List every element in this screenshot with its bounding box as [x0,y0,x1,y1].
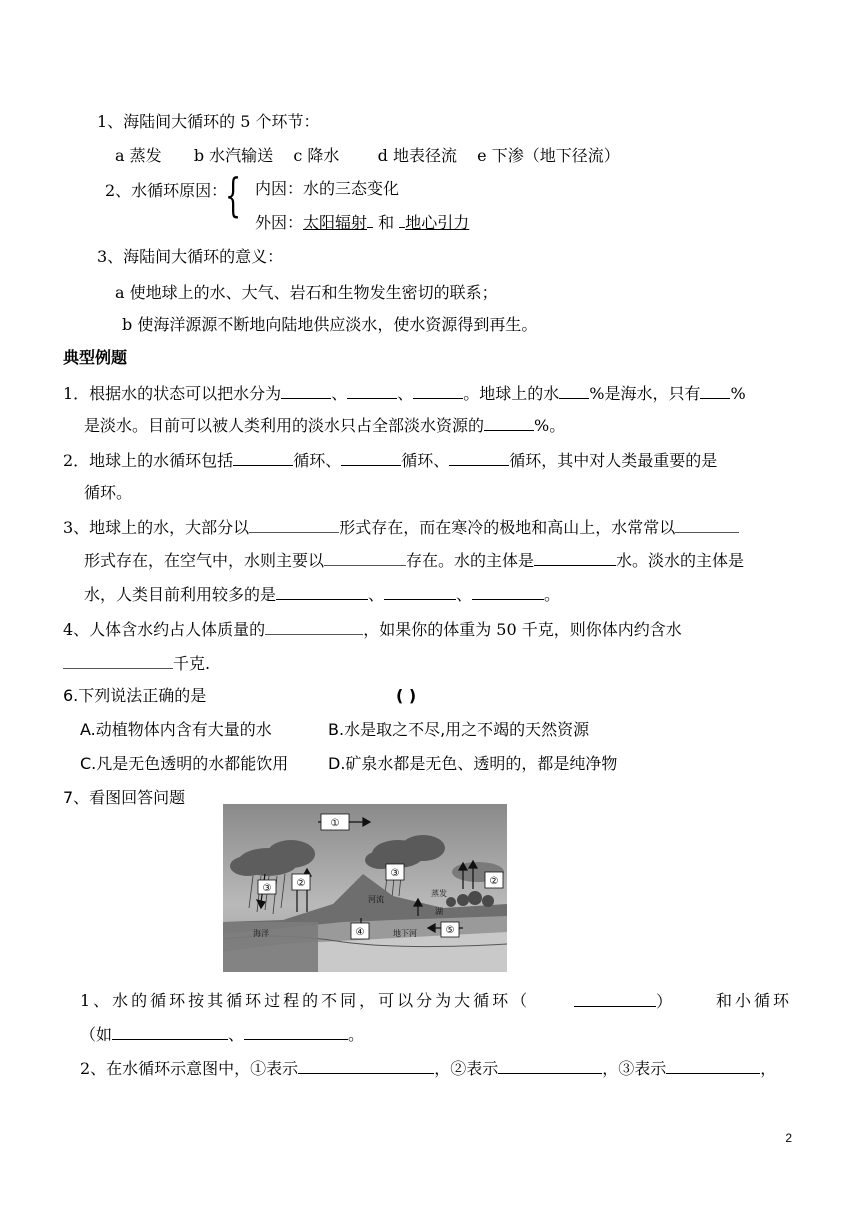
step-d: d 地表径流 [377,146,457,165]
blank[interactable] [244,1023,348,1040]
q1-line1: 1．根据水的状态可以把水分为 、 、 。地球上的水 %是海水，只有 % [63,384,746,403]
step-b: b 水汽输送 [193,146,274,165]
label-lake: 湖 [435,907,443,916]
q7-sub1-line1: 1、水的循环按其循环过程的不同，可以分为大循环（ ） 和小循环 [80,991,792,1011]
blank[interactable] [559,382,589,399]
cause-outer-a: 太阳辐射 [303,213,368,232]
cycle-cause-title: 2、水循环原因： [105,181,228,200]
q1-line2: 是淡水。目前可以被人类利用的淡水只占全部淡水资源的 %。 [84,416,566,435]
q4-line2: 千克. [63,652,210,675]
q2-line1: 2．地球上的水循环包括 循环、 循环、 循环，其中对人类最重要的是 [63,451,718,470]
page-number: 2 [785,1131,792,1145]
step-c: c 降水 [293,146,340,165]
q3-line2: 形式存在，在空气中，水则主要以 存在。水的主体是 水。淡水的主体是 [84,551,745,570]
brace-icon: { [225,168,242,222]
q4-line1: 4、人体含水约占人体质量的 ，如果你的体重为 50 千克，则你体内约含水 [63,620,682,639]
blank[interactable] [666,1057,760,1074]
meaning-a: a 使地球上的水、大气、岩石和生物发生密切的联系； [115,283,498,302]
q6-answer-paren[interactable]: ( ) [396,686,417,705]
label-n2-right: ② [489,876,499,887]
cycle-steps-title: 1、海陆间大循环的 5 个环节： [97,112,320,131]
ocean [223,922,318,972]
blank[interactable] [298,1057,434,1074]
blank[interactable] [413,382,463,399]
label-evap: 蒸发 [431,889,447,898]
blank[interactable] [265,618,363,635]
cycle-meaning-title: 3、海陆间大循环的意义： [97,247,284,266]
blank[interactable] [276,583,368,600]
label-n4: ④ [355,927,365,938]
q6-option-b[interactable]: B.水是取之不尽,用之不竭的天然资源 [328,720,590,739]
cycle-steps-list [115,145,620,167]
blank[interactable] [534,549,616,566]
q6-option-c[interactable]: C.凡是无色透明的水都能饮用 [80,754,289,773]
step-e: e 下渗（地下径流） [477,146,620,165]
q6-stem: 6.下列说法正确的是 [63,686,207,705]
blank[interactable] [384,583,456,600]
label-underground: 地下河 [393,929,417,938]
blank[interactable] [112,1023,228,1040]
blank[interactable] [498,1057,602,1074]
label-river: 河流 [368,895,384,904]
q2-line2: 循环。 [84,483,133,502]
blank[interactable] [472,583,544,600]
q7-sub2: 2、在水循环示意图中，①表示 ，②表示 ，③表示 ， [80,1059,777,1078]
blank[interactable] [700,382,730,399]
blank[interactable] [675,516,739,533]
blank[interactable] [347,382,397,399]
blank[interactable] [249,516,339,533]
blank[interactable] [281,382,331,399]
blank[interactable] [574,990,656,1007]
step-a: a 蒸发 [115,146,162,165]
q3-line3: 水，人类目前利用较多的是 、 、 。 [84,585,561,604]
blank[interactable] [324,549,406,566]
blank[interactable] [484,414,534,431]
water-cycle-figure [223,804,507,972]
label-ocean: 海洋 [253,929,269,938]
cause-outer: 外因：太阳辐射 和 地心引力 [255,213,470,232]
cause-inner: 内因：水的三态变化 [255,179,400,198]
label-n5: ⑤ [445,925,455,936]
q6-option-a[interactable]: A.动植物体内含有大量的水 [80,720,272,739]
label-n1: ① [330,818,340,829]
label-n3-left: ③ [262,883,272,894]
meaning-b: b 使海洋源源不断地向陆地供应淡水，使水资源得到再生。 [122,315,538,334]
label-n3-mid: ③ [390,868,400,879]
q7-sub1-line2: （如 、 。 [80,1025,365,1044]
q7-title: 7、看图回答问题 [63,788,186,807]
q6-option-d[interactable]: D.矿泉水都是无色、透明的，都是纯净物 [328,754,618,773]
section-title: 典型例题 [63,348,128,367]
blank[interactable] [63,652,173,669]
blank[interactable] [449,449,509,466]
label-n2: ② [296,878,306,889]
cause-outer-b: 地心引力 [405,213,470,232]
blank[interactable] [233,449,293,466]
q3-line1: 3、地球上的水，大部分以 形式存在，而在寒冷的极地和高山上，水常常以 [63,516,739,539]
blank[interactable] [341,449,401,466]
